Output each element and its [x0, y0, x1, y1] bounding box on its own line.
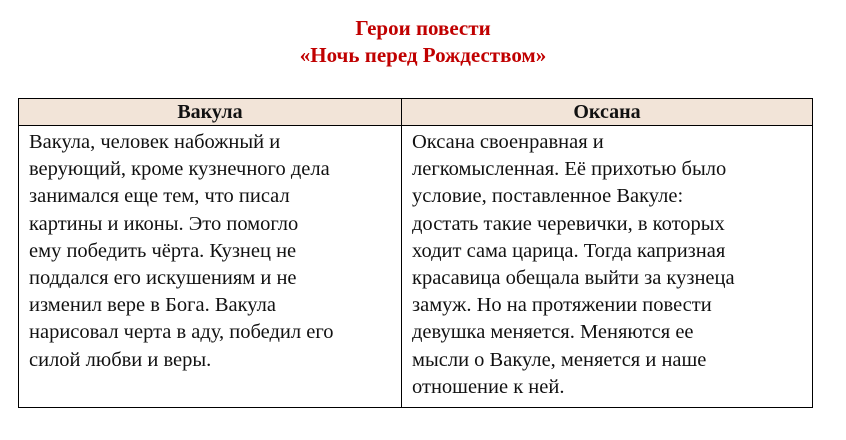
document-title	[0, 15, 846, 69]
table-row	[19, 126, 813, 408]
title-line-1: Герои повести	[355, 16, 491, 40]
heroes-table	[18, 98, 813, 408]
title-line-2: «Ночь перед Рождеством»	[299, 43, 547, 67]
oksana-text: Оксана своенравная и легкомысленная. Её прихотью было условие, поставленное Вакуле: достать такие черевички, в которых ходит сама царица. Тогда капризная красавица обещала выйти за кузнеца замуж. Но на протяжении повести девушка меняется. Меняются ее мысли о Вакуле, меняется и наше отношение к ней.	[412, 131, 735, 398]
vakula-text: Вакула, человек набожный и верующий, кроме кузнечного дела занимался еще тем, что писал картины и иконы. Это помогло ему победить чёрта. Кузнец не поддался его искушениям и не изменил вере в Бога. Вакула нарисовал черта в аду, победил его силой любви и веры.	[29, 131, 334, 371]
cell-vakula-description	[19, 126, 402, 408]
header-oksana: Оксана	[402, 99, 813, 126]
cell-oksana-description	[402, 126, 813, 408]
header-vakula: Вакула	[19, 99, 402, 126]
table-header-row	[19, 99, 813, 126]
